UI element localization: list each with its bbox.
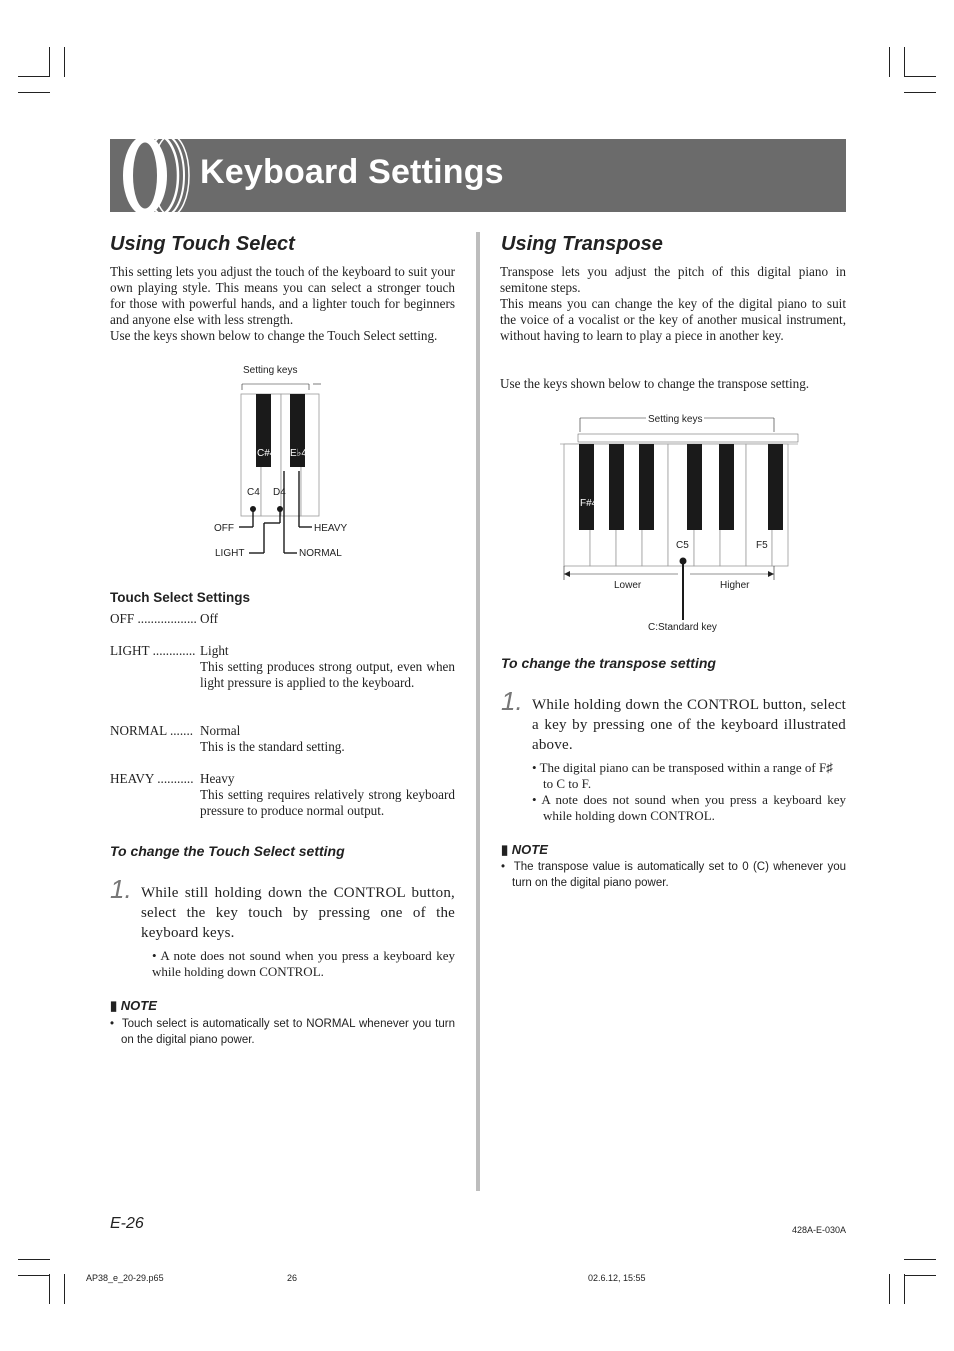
setting-row-light [110,643,195,659]
heavy-label: HEAVY [314,523,348,534]
black-key [768,444,783,530]
touch-select-diagram [205,358,365,568]
title-bar-decoration [110,139,190,212]
crop-mark [64,1274,65,1304]
setting-desc: This setting produces strong output, even when light pressure is applied to the keyboard. [200,659,455,690]
black-key [609,444,624,530]
setting-row-normal [110,723,193,739]
c5-label: C5 [676,540,689,551]
crop-mark [18,92,50,93]
transpose-bullet-1: • The digital piano can be transposed within a range of F♯ to C to F. [532,760,833,791]
transpose-step-number: 1. [501,686,523,716]
file-page: 26 [287,1273,298,1283]
page-title: Keyboard Settings [200,153,504,191]
setting-row-heavy [110,771,194,787]
title-bar [110,139,846,212]
transpose-diagram [560,408,800,638]
setting-name: Light [200,643,229,658]
transpose-step-text: While holding down the CONTROL button, select a key by pressing one of the keyboard illustrated above. [532,697,846,753]
touch-note-text: • Touch select is automatically set to NORMAL whenever you turn on the digital piano power. [110,1018,455,1046]
transpose-note-text: • The transpose value is automatically set to 0 (C) whenever you turn on the digital piano power. [501,861,846,889]
crop-mark [18,1275,50,1276]
crop-mark [49,47,50,77]
transpose-note-heading: ▮ NOTE [501,842,548,857]
doc-code: 428A-E-030A [792,1225,847,1235]
crop-mark [904,1275,936,1276]
setting-key: NORMAL ....... [110,723,194,738]
touch-select-intro-2: Use the keys shown below to change the Touch Select setting. [110,328,438,343]
setting-desc: This setting requires relatively strong keyboard pressure to produce normal output. [200,787,455,818]
white-key-label-d4: D4 [273,487,286,498]
transpose-setting-keys-label: Setting keys [648,414,703,425]
touch-setting-keys-label: Setting keys [243,365,298,376]
setting-name: Heavy [200,771,235,786]
page-number: E-26 [110,1215,144,1232]
touch-step-number: 1. [110,874,132,904]
touch-settings-heading: Touch Select Settings [110,590,251,605]
black-key-label-2: E♭4 [290,448,307,459]
file-name: AP38_e_20-29.p65 [86,1273,164,1283]
crop-mark [904,76,936,77]
crop-mark [49,1274,50,1304]
crop-mark [904,1259,936,1260]
setting-row-off [110,611,197,627]
crop-mark [904,1274,905,1304]
light-label: LIGHT [215,548,245,559]
crop-mark [64,47,65,77]
column-divider [476,232,480,1191]
f5-label: F5 [756,540,768,551]
setting-name: Off [200,611,219,626]
touch-select-heading: Using Touch Select [110,233,295,255]
transpose-intro-3: Use the keys shown below to change the transpose setting. [500,376,810,391]
setting-key: HEAVY ........... [110,771,194,786]
transpose-heading: Using Transpose [501,233,663,255]
black-key [719,444,734,530]
touch-bullet: • A note does not sound when you press a keyboard key while holding down CONTROL. [152,948,455,979]
transpose-black-key-label: F#4 [580,498,598,509]
black-key-label-1: C#4 [257,448,276,459]
white-key-label-c4: C4 [247,487,260,498]
crop-mark [889,1274,890,1304]
higher-label: Higher [720,580,750,591]
black-key [639,444,654,530]
file-datetime: 02.6.12, 15:55 [588,1273,646,1283]
off-label: OFF [214,523,234,534]
transpose-change-heading: To change the transpose setting [501,655,716,671]
crop-mark [889,47,890,77]
setting-desc: This is the standard setting. [200,739,345,754]
touch-change-heading: To change the Touch Select setting [110,843,345,859]
setting-key: LIGHT ............. [110,643,196,658]
crop-mark [18,76,50,77]
standard-key-label: C:Standard key [648,622,717,633]
setting-key: OFF .................. [110,611,197,626]
touch-select-intro: This setting lets you adjust the touch of the keyboard to suit your own playing style. This means you can select a stronger touch for those with powerful hands, and a lighter touch for beginners and anyone else with less strength. [110,264,455,327]
normal-label: NORMAL [299,548,342,559]
transpose-bullet-2: • A note does not sound when you press a keyboard key while holding down CONTROL. [532,792,846,823]
setting-name: Normal [200,723,241,738]
crop-mark [18,1259,50,1260]
lower-label: Lower [614,580,642,591]
transpose-intro: Transpose lets you adjust the pitch of this digital piano in semitone steps. [500,264,846,295]
crop-mark [904,92,936,93]
crop-mark [904,47,905,77]
transpose-intro-2: This means you can change the key of the digital piano to suit the voice of a vocalist or the key of another musical instrument, without having to learn to play a piece in another key. [500,296,846,343]
black-key [687,444,702,530]
black-key [579,444,594,530]
touch-step-text: While still holding down the CONTROL button, select the key touch by pressing one of the keyboard keys. [141,885,455,941]
touch-note-heading: ▮ NOTE [110,998,157,1013]
